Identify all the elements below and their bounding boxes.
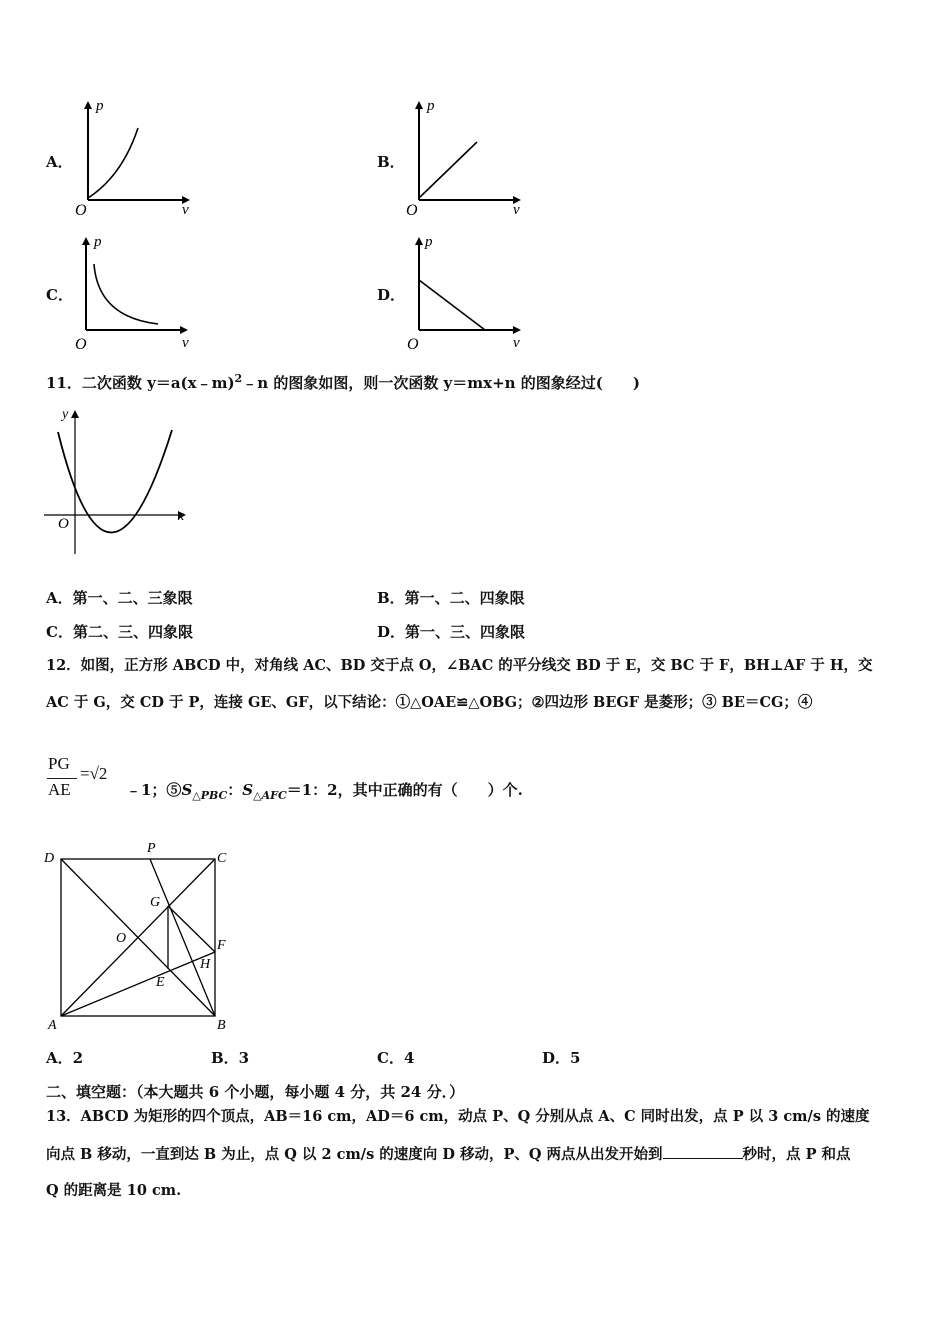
label-D: D [44,851,55,866]
area-s1: S [181,781,193,799]
area-s2: S [242,781,254,799]
x-axis-label: x [178,509,185,524]
axis-x-label: v [182,335,189,351]
fraction-numerator: PG [48,754,70,773]
q13-line3: Q 的距离是 10 cm. [46,1182,182,1199]
q12-line2: AC 于 G，交 CD 于 P，连接 GE、GF，以下结论：①△OAE≌△OBG；②四边形 BEGF 是菱形；③ BE＝CG；④ [46,694,813,711]
q12-line1: 12．如图，正方形 ABCD 中，对角线 AC、BD 交于点 O，∠BAC 的平分线交 BD 于 E，交 BC 于 F，BH⊥AF 于 H，交 [46,657,873,674]
fraction-bar [47,778,77,779]
q12-option-d[interactable]: D．5 [542,1049,581,1067]
answer-blank[interactable] [663,1144,743,1159]
square-figure [40,838,240,1038]
fraction-rhs: =√2 [80,764,108,783]
label-B: B [217,1018,226,1033]
q12-line3-a: ﹣1；⑤ [126,781,182,799]
axis-y-label: p [427,98,435,114]
axis-y-label: p [96,98,104,114]
area-s2-sub: △AFC [253,789,287,802]
q12-option-b[interactable]: B．3 [211,1049,250,1067]
q12-option-a[interactable]: A．2 [46,1049,84,1067]
label-A: A [48,1018,57,1033]
q11-stem-suffix: ﹣n 的图象如图，则一次函数 y＝mx+n 的图象经过( ) [242,374,640,392]
q11-option-a[interactable]: A．第一、二、三象限 [46,589,193,607]
q11-option-d[interactable]: D．第一、三、四象限 [377,623,526,641]
graph-d [403,232,528,354]
parabola-graph [40,404,200,564]
option-d-label: D． [377,286,406,304]
q13-line2-b: 秒时，点 P 和点 [742,1146,851,1163]
q12-line3-b: ＝1：2，其中正确的有（ ）个. [286,781,523,799]
q11-option-c[interactable]: C．第二、三、四象限 [46,623,193,641]
axis-x-label: v [513,335,520,351]
origin-label: O [58,516,69,532]
label-H: H [200,957,211,972]
graph-c [70,232,195,354]
ratio-separator: ： [227,781,243,799]
graph-b [403,96,528,218]
axis-y-label: p [425,234,433,250]
axis-y-label: p [94,234,102,250]
q13-line2-a: 向点 B 移动，一直到达 B 为止，点 Q 以 2 cm/s 的速度向 D 移动，P、Q 两点从出发开始到 [46,1146,663,1163]
origin-label: O [407,336,419,353]
option-b-label: B． [377,153,405,171]
y-axis-label: y [62,407,69,422]
label-O: O [116,931,127,946]
q11-stem [46,369,640,393]
option-c-label: C． [46,286,73,304]
option-a-label: A． [46,153,73,171]
q11-stem-exponent: 2 [234,372,243,385]
q13-line2 [46,1144,851,1165]
origin-label: O [75,336,87,353]
q11-option-b[interactable]: B．第一、二、四象限 [377,589,525,607]
label-P: P [147,841,156,856]
area-s1-sub: △PBC [192,789,228,802]
fraction-denominator: AE [48,780,71,799]
q13-line1: 13．ABCD 为矩形的四个顶点，AB＝16 cm，AD＝6 cm，动点 P、Q 分别从点 A、C 同时出发，点 P 以 3 cm/s 的速度 [46,1108,870,1125]
label-G: G [150,895,161,910]
label-C: C [217,851,227,866]
origin-label: O [406,202,418,219]
section-heading: 二、填空题：（本大题共 6 个小题，每小题 4 分，共 24 分．） [46,1083,465,1101]
label-F: F [217,938,226,953]
q12-line3 [126,780,523,806]
graph-a [72,96,197,218]
label-E: E [156,975,165,990]
axis-x-label: v [513,202,520,218]
q11-stem-prefix: 11．二次函数 y＝a(x﹣m) [46,374,235,392]
q12-option-c[interactable]: C．4 [377,1049,415,1067]
axis-x-label: v [182,202,189,218]
origin-label: O [75,202,87,219]
